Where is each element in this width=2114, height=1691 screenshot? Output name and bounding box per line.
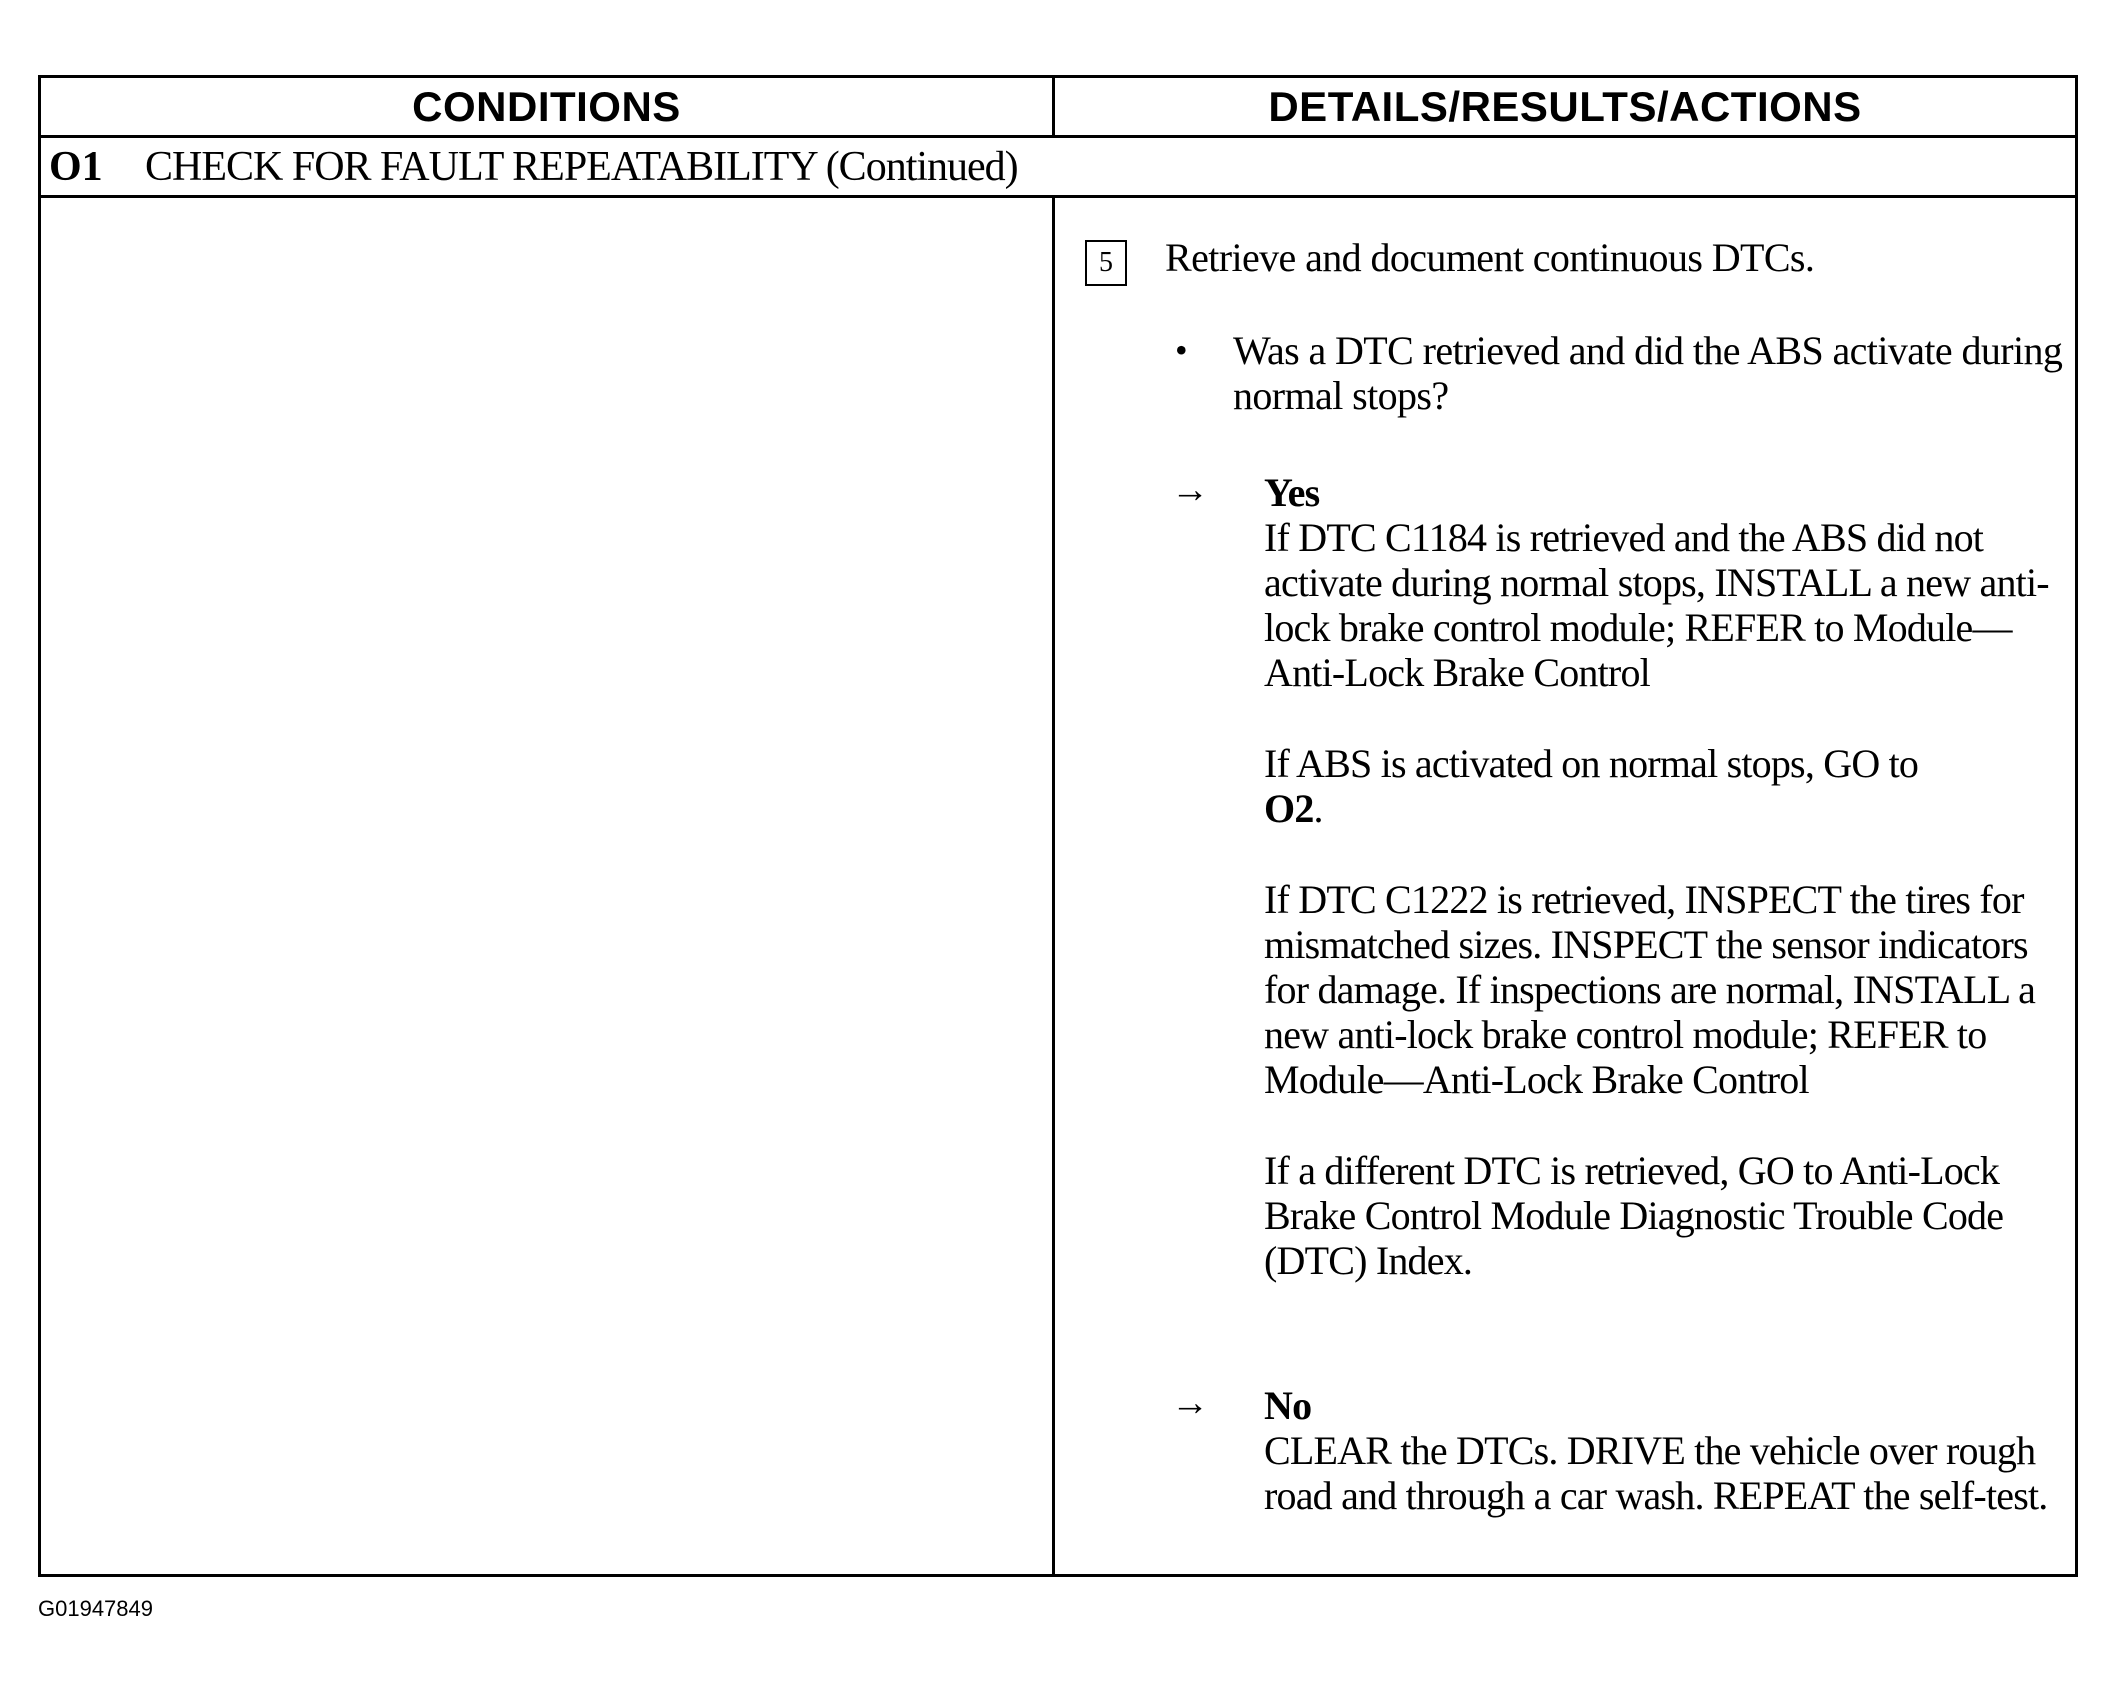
yes-paragraph-4: If a different DTC is retrieved, GO to Anti-Lock Brake Control Module Diagnostic Trouble Code (DTC) Index. [1264, 1148, 2004, 1283]
column-divider-top [1052, 78, 1055, 138]
diagnostic-table [38, 75, 2078, 1577]
no-label: No [1264, 1383, 1312, 1428]
details-cell [1055, 198, 2075, 1574]
table-header-row [41, 78, 2075, 138]
yes-paragraph-3: If DTC C1222 is retrieved, INSPECT the tires for mismatched sizes. INSPECT the sensor indicators for damage. If inspections are normal, INSTALL a new anti-lock brake control module; REFER to Module—Anti-Lock Brake Control [1264, 877, 2036, 1102]
figure-code: G01947849 [38, 1596, 153, 1621]
step-title-row [41, 138, 2075, 198]
conditions-header: CONDITIONS [412, 82, 681, 130]
no-paragraph: CLEAR the DTCs. DRIVE the vehicle over rough road and through a car wash. REPEAT the self-test. [1264, 1428, 2048, 1518]
substep-question: Was a DTC retrieved and did the ABS activate during normal stops? [1233, 328, 2063, 418]
bullet-icon: • [1175, 330, 1188, 370]
substep-number-box: 5 [1085, 240, 1127, 286]
step-reference-o2: O2 [1264, 786, 1314, 831]
details-header: DETAILS/RESULTS/ACTIONS [1268, 82, 1862, 130]
yes-label: Yes [1264, 470, 1320, 515]
arrow-right-icon: → [1171, 1382, 1209, 1424]
yes-paragraph-2-text: If ABS is activated on normal stops, GO to [1264, 741, 1919, 786]
no-branch [1264, 1383, 2064, 1518]
yes-branch [1264, 470, 2064, 1283]
yes-paragraph-2 [1264, 741, 2064, 831]
yes-paragraph-2-end: . [1313, 786, 1323, 831]
yes-paragraph-1: If DTC C1184 is retrieved and the ABS did not activate during normal stops, INSTALL a new anti-lock brake control module; REFER to Module—Anti-Lock Brake Control [1264, 515, 2049, 695]
step-title: CHECK FOR FAULT REPEATABILITY (Continued) [145, 143, 1018, 190]
step-number: O1 [49, 143, 103, 190]
substep-instruction: Retrieve and document continuous DTCs. [1165, 235, 1815, 280]
arrow-right-icon: → [1171, 469, 1209, 511]
